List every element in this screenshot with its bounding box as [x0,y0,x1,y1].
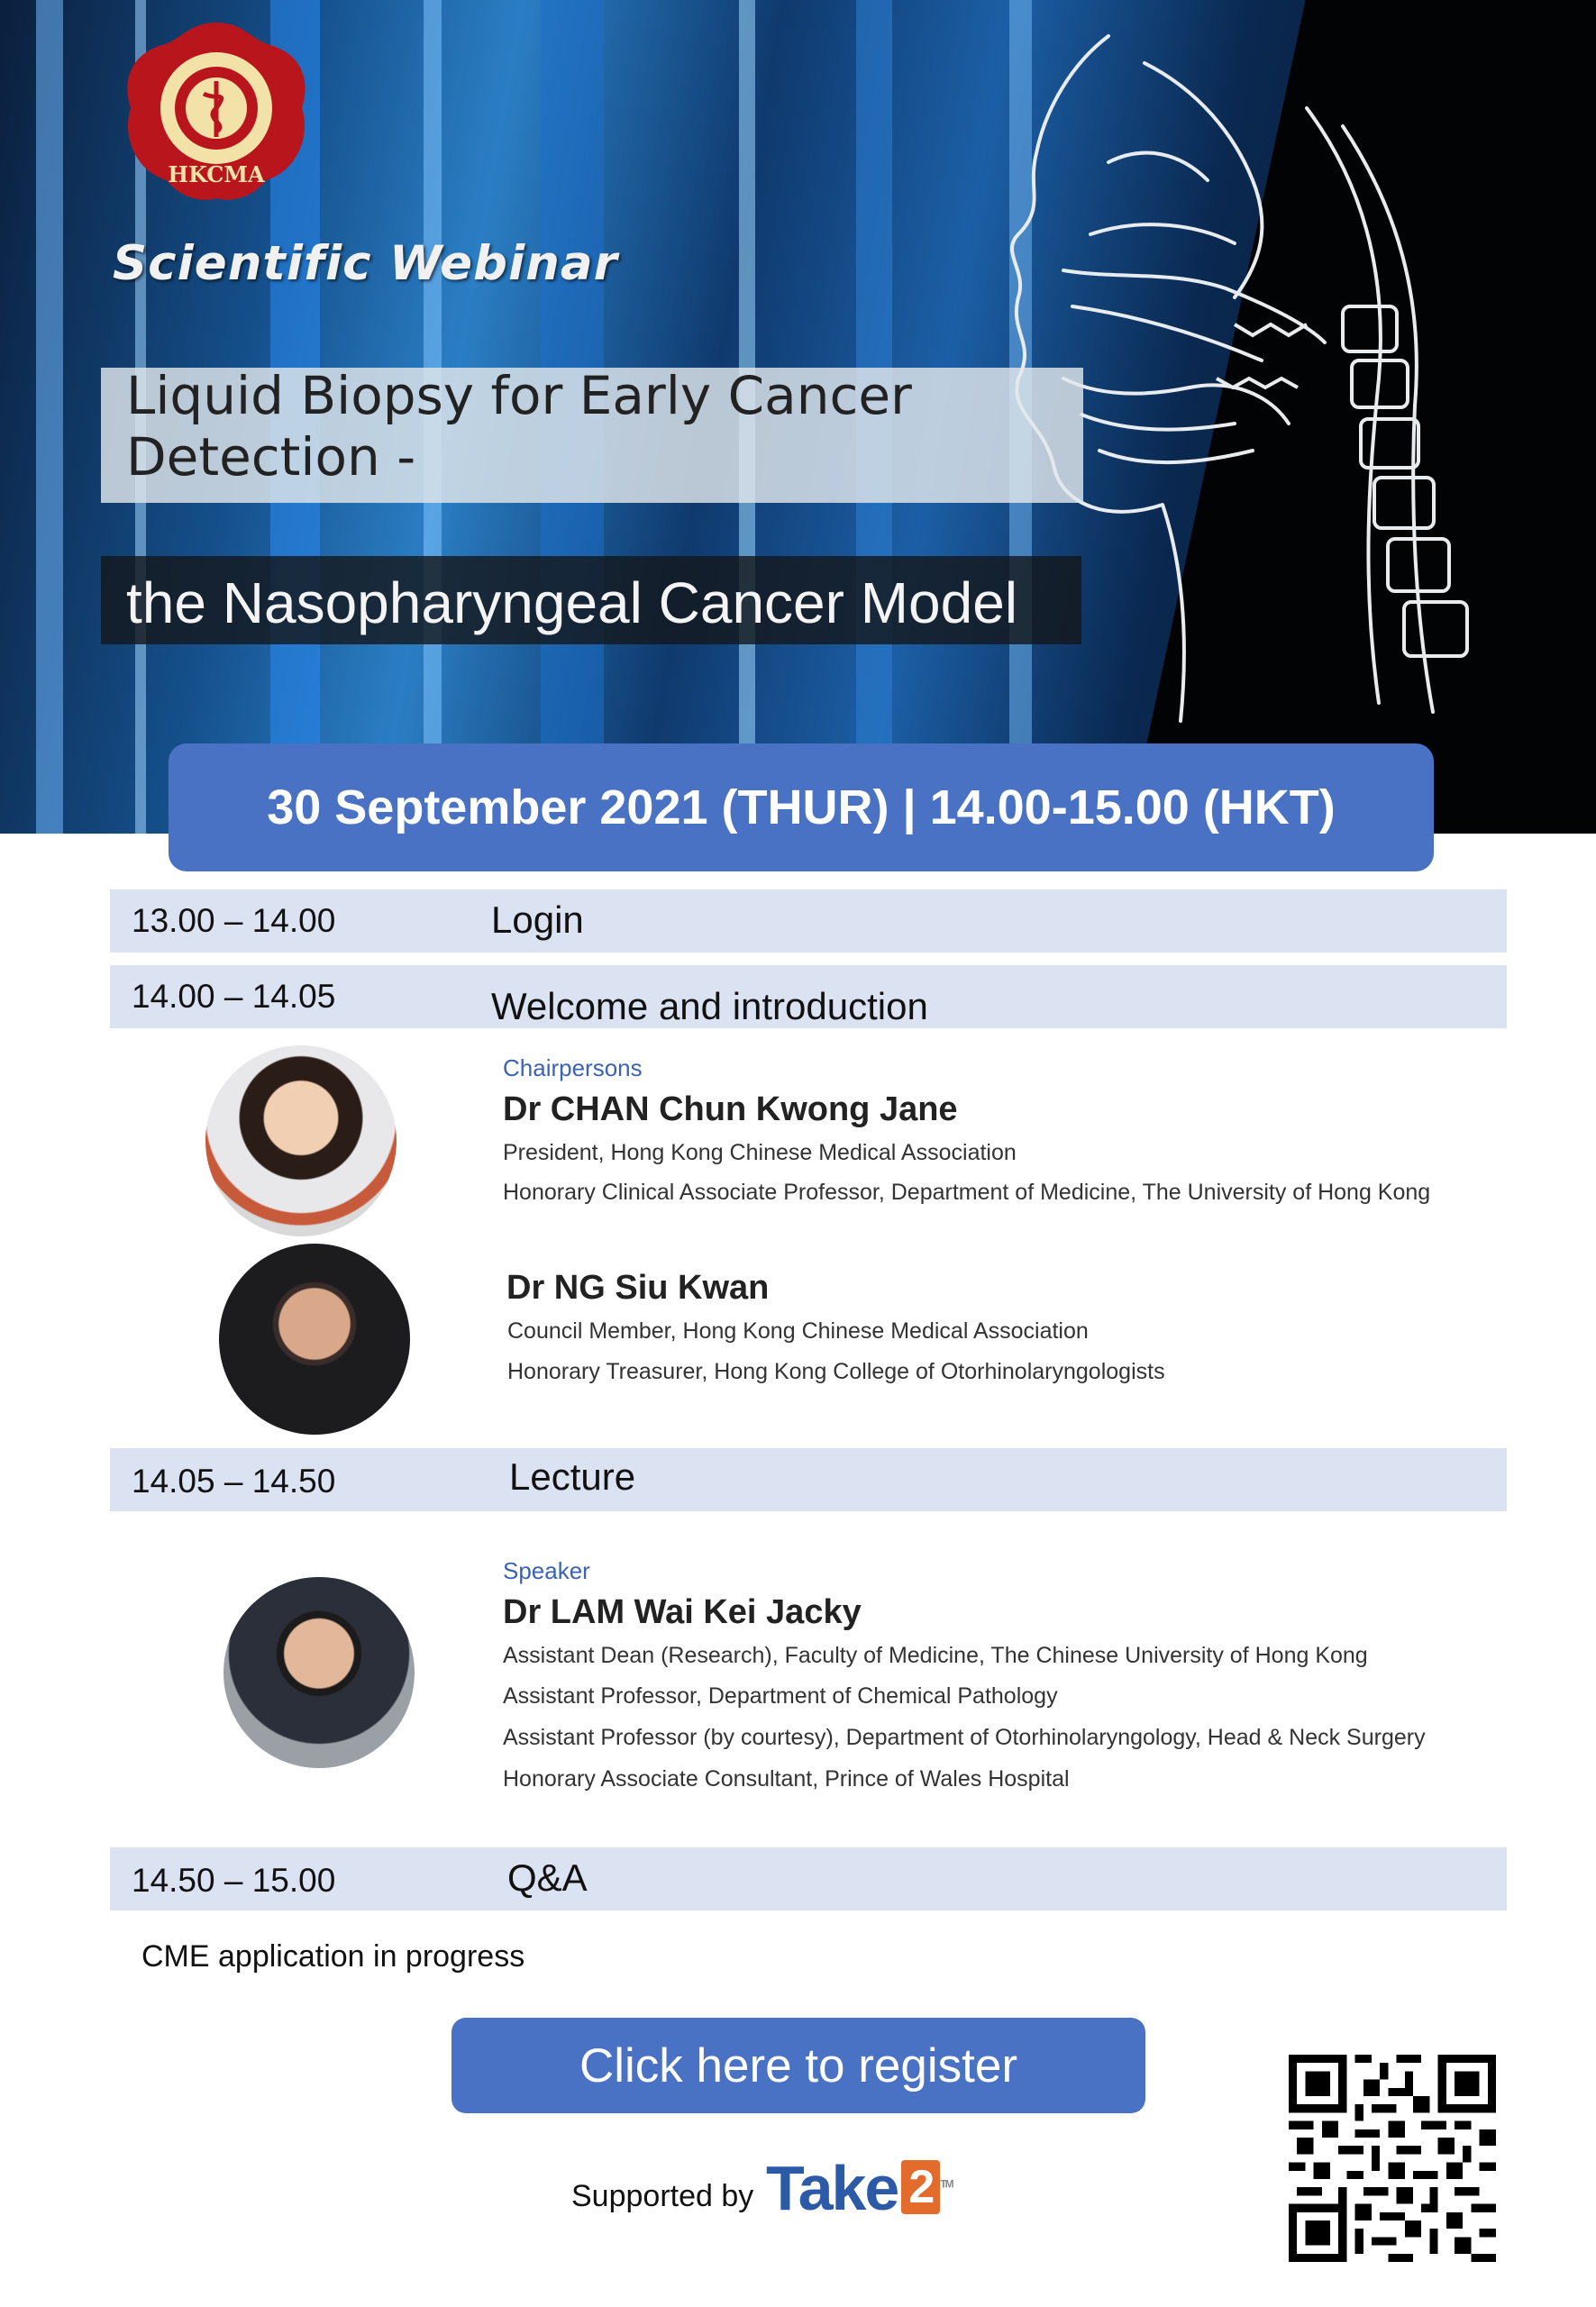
webinar-kicker: Scientific Webinar [113,236,618,291]
speaker-avatar [223,1577,415,1768]
agenda-time: 14.50 – 15.00 [132,1862,336,1899]
take2-wordmark: Take [766,2153,898,2223]
agenda-time: 13.00 – 14.00 [132,902,336,939]
speaker-title: Honorary Associate Consultant, Prince of Wales Hospital [503,1766,1070,1792]
speaker-title: Assistant Professor (by courtesy), Department of Otorhinolaryngology, Head & Neck Surgery [503,1725,1426,1750]
cme-note: CME application in progress [141,1939,525,1974]
chairpersons-label: Chairpersons [503,1054,643,1081]
chairperson-avatar [219,1244,410,1435]
hero-banner [0,0,1596,834]
speaker-title: Assistant Professor, Department of Chemical Pathology [503,1683,1058,1709]
chairperson-name: Dr NG Siu Kwan [506,1269,770,1307]
take2-logo [766,2152,953,2224]
chairperson-title: Honorary Treasurer, Hong Kong College of Otorhinolaryngologists [507,1359,1165,1384]
agenda-activity: Q&A [507,1856,588,1899]
agenda-row [110,965,1507,1028]
trademark-mark: TM [940,2177,953,2191]
date-banner: 30 September 2021 (THUR) | 14.00-15.00 (HKT) [169,743,1434,871]
title-line-2: Detection - [126,426,416,488]
subtitle: the Nasopharyngeal Cancer Model [126,570,1018,635]
title-line-1: Liquid Biopsy for Early Cancer [126,365,912,426]
chairperson-title: Honorary Clinical Associate Professor, Department of Medicine, The University of Hong Kong [503,1180,1431,1205]
chairperson-avatar [205,1045,397,1236]
chairperson-title: Council Member, Hong Kong Chinese Medical Association [507,1318,1089,1344]
chairperson-name: Dr CHAN Chun Kwong Jane [503,1090,958,1128]
speaker-title: Assistant Dean (Research), Faculty of Medicine, The Chinese University of Hong Kong [503,1643,1368,1668]
agenda-row [110,889,1507,953]
speaker-name: Dr LAM Wai Kei Jacky [503,1593,862,1631]
agenda-time: 14.00 – 14.05 [132,978,336,1015]
supported-by-label: Supported by [571,2179,754,2213]
agenda-time: 14.05 – 14.50 [132,1463,336,1500]
chairperson-title: President, Hong Kong Chinese Medical Association [503,1140,1017,1165]
hkcma-logo [117,18,315,203]
speaker-label: Speaker [503,1557,590,1584]
agenda-row [110,1847,1507,1910]
register-button[interactable]: Click here to register [451,2018,1145,2113]
agenda-activity: Welcome and introduction [491,985,928,1027]
take2-badge: 2 [901,2160,940,2214]
agenda-activity: Login [491,898,584,941]
agenda-row [110,1448,1507,1511]
svg-text:HKCMA: HKCMA [168,161,265,187]
agenda-activity: Lecture [509,1455,636,1498]
qr-code[interactable] [1289,2055,1496,2262]
